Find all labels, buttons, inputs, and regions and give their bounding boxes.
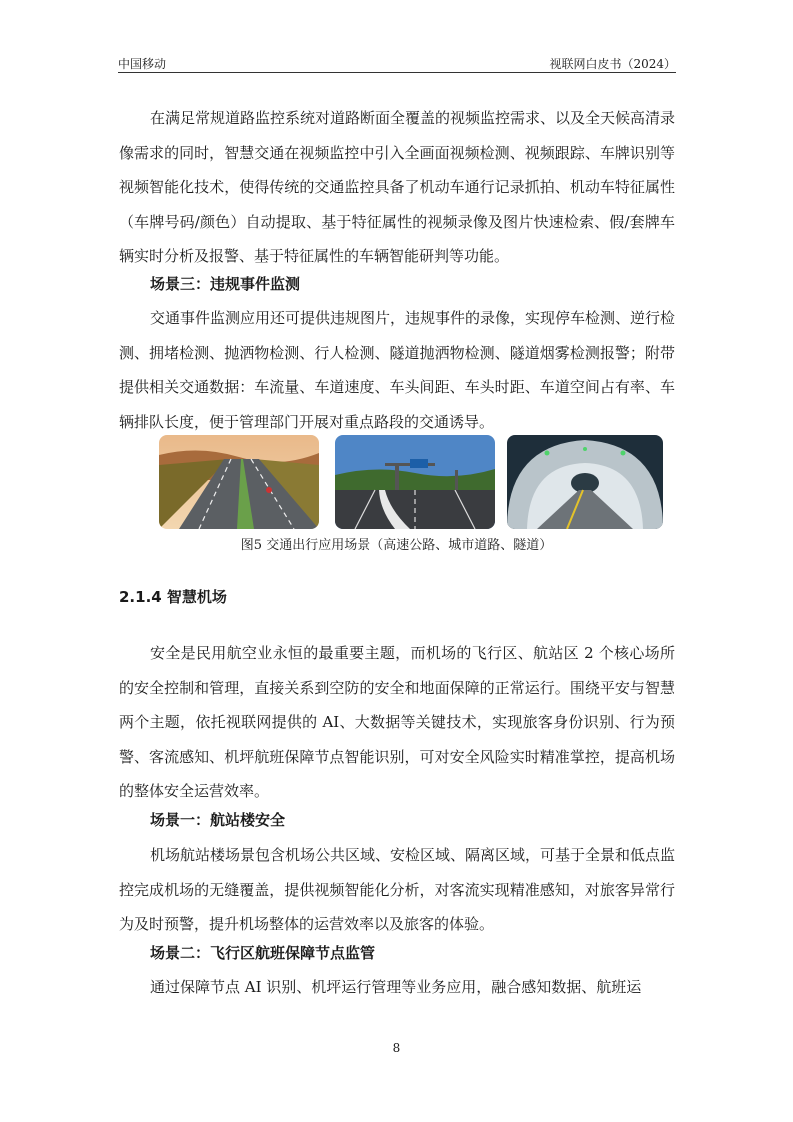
- page-number: 8: [392, 1041, 401, 1055]
- figure-caption: 图5 交通出行应用场景（高速公路、城市道路、隧道）: [240, 538, 553, 553]
- highway-photo: [159, 435, 319, 529]
- section-title: 2.1.4 智慧机场: [119, 588, 227, 606]
- scene-2-title: 场景二：飞行区航班保障节点监管: [150, 944, 376, 962]
- paragraph-terminal-security: 机场航站楼场景包含机场公共区域、安检区域、隔离区域，可基于全景和低点监控完成机场的无缝覆盖，提供视频智能化分析，对客流实现精准感知，对旅客异常行为及时预警，提升机场整体的运营效率以及旅客的体验。: [119, 846, 676, 933]
- city-road-image: [335, 435, 495, 529]
- page-header: [118, 50, 676, 73]
- highway-image: [159, 435, 319, 529]
- paragraph-airfield-supervision: 通过保障节点 AI 识别、机坪运行管理等业务应用，融合感知数据、航班运: [150, 978, 642, 996]
- scene-1-title: 场景一：航站楼安全: [150, 811, 286, 829]
- header-org: 中国移动: [118, 57, 167, 71]
- tunnel-image: [507, 435, 663, 529]
- tunnel-photo: [507, 435, 663, 529]
- paragraph-violation-monitoring: 交通事件监测应用还可提供违规图片，违规事件的录像，实现停车检测、逆行检测、拥堵检测、抛洒物检测、行人检测、隧道抛洒物检测、隧道烟雾检测报警；附带提供相关交通数据：车流量、车道速度、车头间距、车头时距、车道空间占有率、车辆排队长度，便于管理部门开展对重点路段的交通诱导。: [119, 309, 676, 431]
- header-doc-title: 视联网白皮书（2024）: [549, 57, 676, 71]
- paragraph-airport-intro: 安全是民用航空业永恒的最重要主题，而机场的飞行区、航站区 2 个核心场所的安全控制和管理，直接关系到空防的安全和地面保障的正常运行。围绕平安与智慧两个主题，依托视联网提供的 AI、大数据等关键技术，实现旅客身份识别、行为预警、客流感知、机坪航班保障节点智能识别，可对安全风险实时精准掌控，提高机场的整体安全运营效率。: [119, 644, 675, 800]
- paragraph-video-monitoring: 在满足常规道路监控系统对道路断面全覆盖的视频监控需求、以及全天候高清录像需求的同时，智慧交通在视频监控中引入全画面视频检测、视频跟踪、车牌识别等视频智能化技术，使得传统的交通监控具备了机动车通行记录抓拍、机动车特征属性（车牌号码/颜色）自动提取、基于特征属性的视频录像及图片快速检索、假/套牌车辆实时分析及报警、基于特征属性的车辆智能研判等功能。: [119, 109, 676, 265]
- city-road-photo: [335, 435, 495, 529]
- scene-3-title: 场景三：违规事件监测: [150, 275, 301, 293]
- figure-photos: [159, 435, 663, 530]
